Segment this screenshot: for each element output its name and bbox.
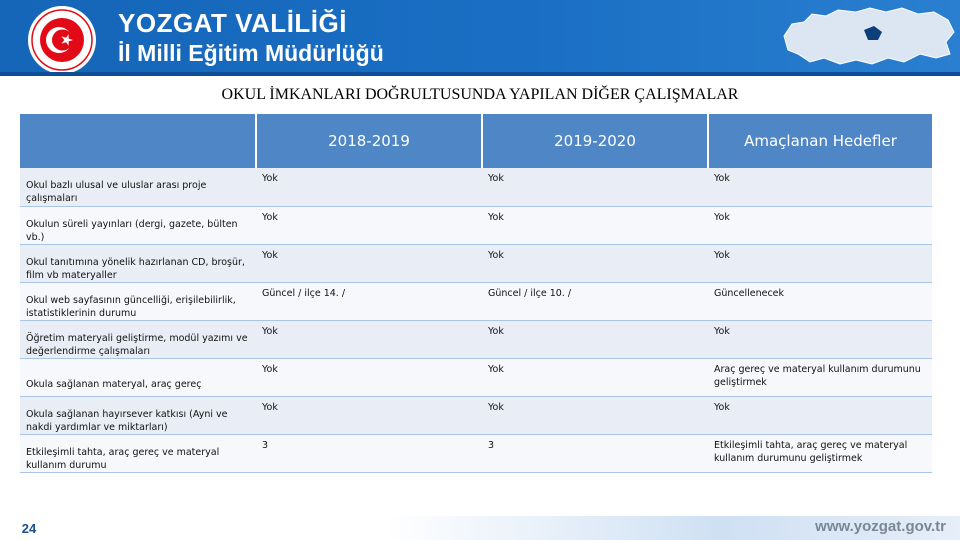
cell-goal: Araç gereç ve materyal kullanım durumunu geliştirmek: [708, 358, 932, 396]
header-cell-empty: [20, 114, 256, 168]
activities-table: [20, 114, 932, 473]
row-label: Okul bazlı ulusal ve uluslar arası proje çalışmaları: [20, 168, 256, 206]
footer-url: www.yozgat.gov.tr: [815, 518, 946, 535]
cell-2019-2020: Güncel / ilçe 10. /: [482, 282, 708, 320]
cell-goal: Yok: [708, 396, 932, 434]
cell-2018-2019: Yok: [256, 244, 482, 282]
table-row: [20, 206, 932, 244]
cell-2019-2020: Yok: [482, 320, 708, 358]
cell-goal: Yok: [708, 244, 932, 282]
row-label: Öğretim materyali geliştirme, modül yazımı ve değerlendirme çalışmaları: [20, 320, 256, 358]
header-title: YOZGAT VALİLİĞİ: [118, 8, 347, 38]
table-row: [20, 434, 932, 472]
row-label: Okula sağlanan materyal, araç gereç: [20, 358, 256, 396]
cell-2018-2019: 3: [256, 434, 482, 472]
row-label: Etkileşimli tahta, araç gereç ve materyal kullanım durumu: [20, 434, 256, 472]
cell-goal: Güncellenecek: [708, 282, 932, 320]
valilik-emblem-icon: [26, 4, 98, 76]
row-label: Okul tanıtımına yönelik hazırlanan CD, broşür, film vb materyaller: [20, 244, 256, 282]
cell-2019-2020: Yok: [482, 168, 708, 206]
cell-goal: Yok: [708, 320, 932, 358]
cell-2018-2019: Yok: [256, 396, 482, 434]
cell-2019-2020: 3: [482, 434, 708, 472]
cell-2018-2019: Yok: [256, 206, 482, 244]
cell-goal: Etkileşimli tahta, araç gereç ve materyal kullanım durumunu geliştirmek: [708, 434, 932, 472]
header-subtitle: İl Milli Eğitim Müdürlüğü: [118, 40, 384, 66]
table-row: [20, 244, 932, 282]
header-cell-goals: Amaçlanan Hedefler: [708, 114, 932, 168]
table-row: [20, 282, 932, 320]
header-cell-2018-2019: 2018-2019: [256, 114, 482, 168]
cell-2019-2020: Yok: [482, 206, 708, 244]
cell-2018-2019: Yok: [256, 168, 482, 206]
row-label: Okula sağlanan hayırsever katkısı (Ayni ve nakdi yardımlar ve miktarları): [20, 396, 256, 434]
cell-2019-2020: Yok: [482, 244, 708, 282]
row-label: Okul web sayfasının güncelliği, erişilebilirlik, istatistiklerinin durumu: [20, 282, 256, 320]
header-cell-2019-2020: 2019-2020: [482, 114, 708, 168]
table-header-row: [20, 114, 932, 168]
activities-table-wrapper: [20, 114, 932, 473]
document-title: OKUL İMKANLARI DOĞRULTUSUNDA YAPILAN DİĞER ÇALIŞMALAR: [221, 86, 739, 103]
cell-2018-2019: Güncel / ilçe 14. /: [256, 282, 482, 320]
page-number: 24: [21, 521, 37, 536]
header-stripe: [0, 72, 960, 76]
cell-goal: Yok: [708, 206, 932, 244]
table-row: [20, 168, 932, 206]
table-row: [20, 358, 932, 396]
cell-2018-2019: Yok: [256, 320, 482, 358]
row-label: Okulun süreli yayınları (dergi, gazete, bülten vb.): [20, 206, 256, 244]
cell-2019-2020: Yok: [482, 358, 708, 396]
table-row: [20, 320, 932, 358]
table-row: [20, 396, 932, 434]
cell-2018-2019: Yok: [256, 358, 482, 396]
turkey-map-icon: [778, 2, 958, 72]
cell-goal: Yok: [708, 168, 932, 206]
cell-2019-2020: Yok: [482, 396, 708, 434]
header-bar: [0, 0, 960, 76]
